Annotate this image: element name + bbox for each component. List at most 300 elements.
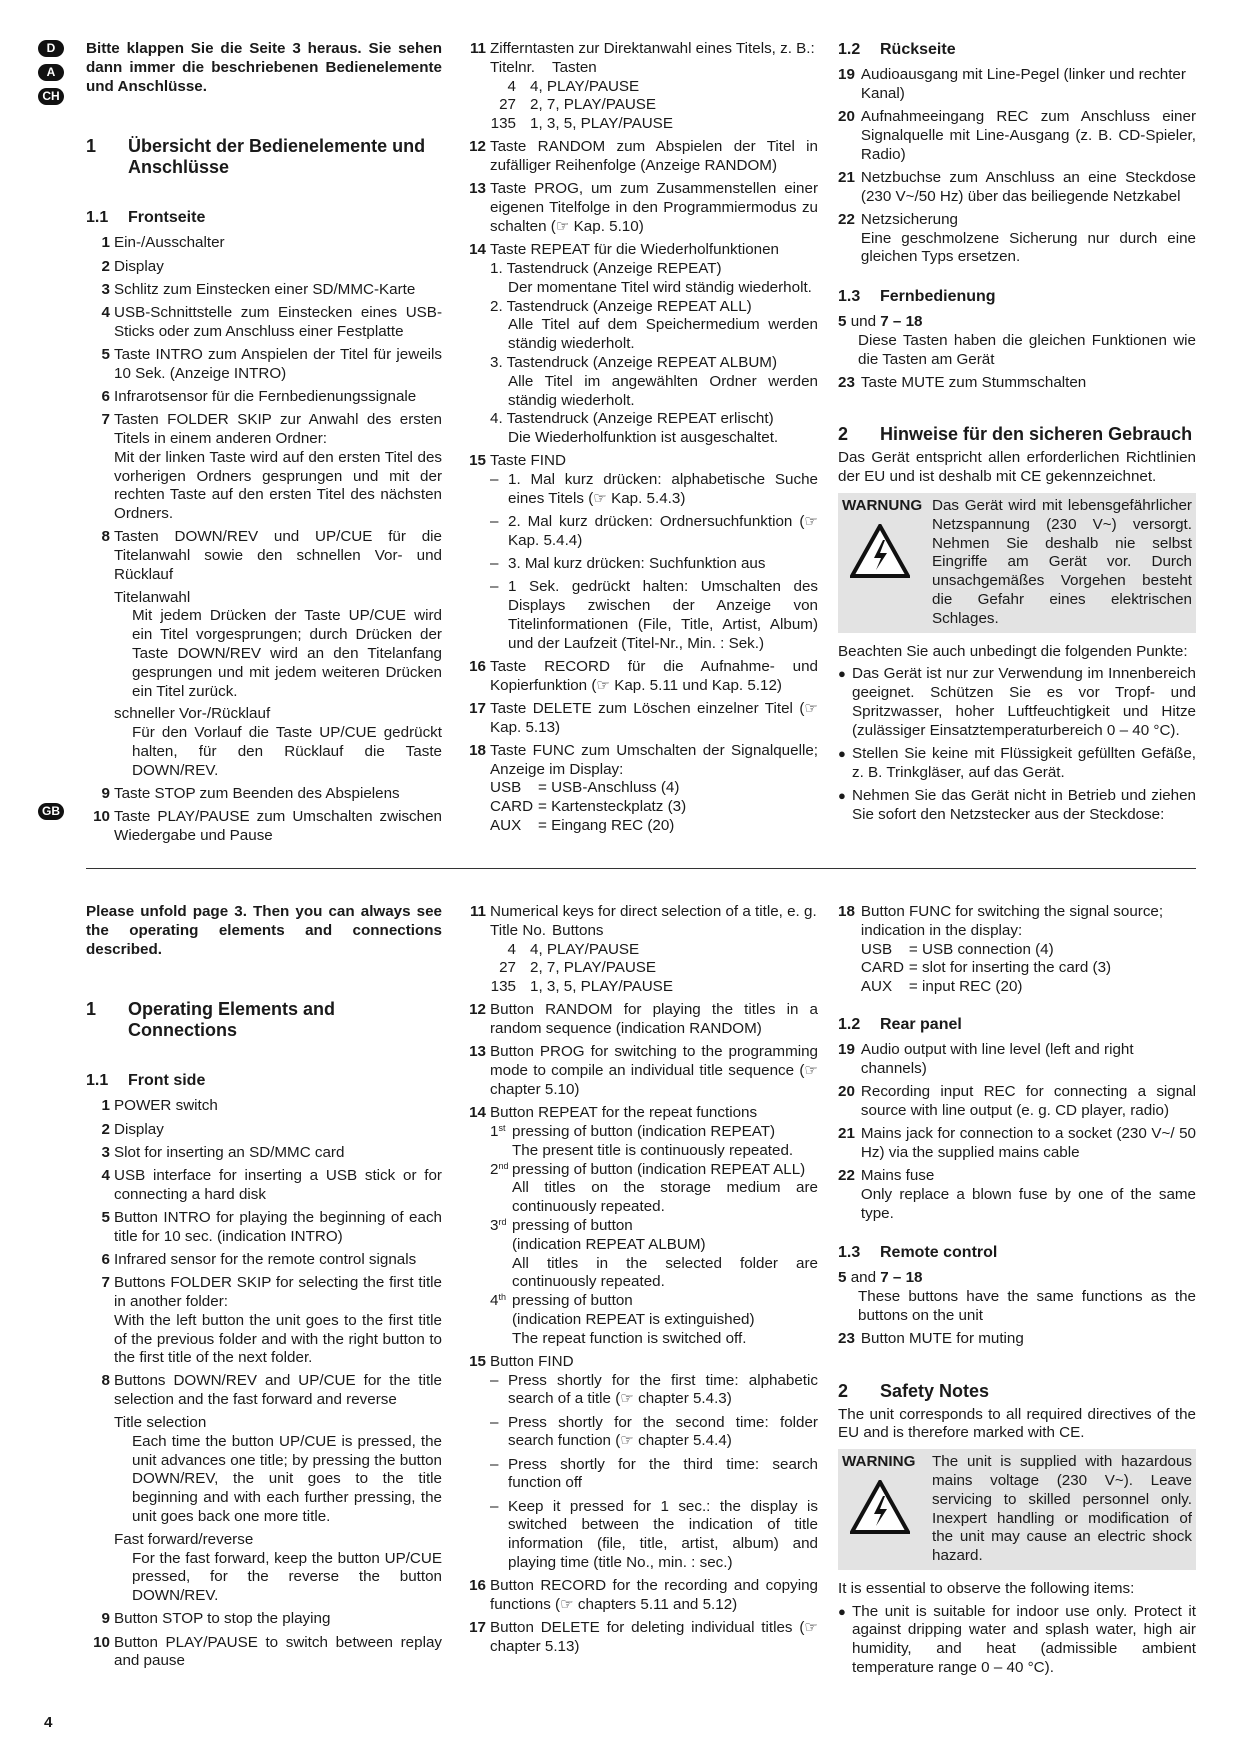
item-subheading: Fast forward/reverse [114,1530,254,1548]
de-item [462,241,818,448]
item-text: Numerical keys for direct selection of a title, e. g. [490,903,817,920]
item-text: Taste REPEAT für die Wiederholfunktionen [490,241,779,259]
warning-text: Das Gerät wird mit lebensgefährlicher Netzspannung (230 V~) versorgt. Nehmen Sie deshalb nie selbst Eingriffe am Gerät vor. Durch unsachgemäßes Vorgehen besteht die Gefahr eines elektrischen Schlages. [932,496,1192,627]
item-text: Taste MUTE zum Stummschalten [860,373,1087,391]
list-item-text: 3. Mal kurz drücken: Suchfunktion aus [508,555,766,573]
repeat-step-heading-2: (indication REPEAT is extinguished) [512,1310,755,1328]
de-item [86,528,442,780]
item-subheading: schneller Vor-/Rücklauf [114,705,271,723]
en-item [462,1043,818,1099]
table-cell: = Eingang REC (20) [538,816,675,834]
en-item [838,903,1196,997]
item-text: Taste STOP zum Beenden des Abspielens [114,785,400,803]
remote-text: Diese Tasten haben die gleichen Funktionen wie die Tasten am Gerät [858,331,1196,368]
item-text: Taste FIND [490,452,566,470]
table-row [490,779,818,798]
ref-number: 7 – 18 [880,1269,923,1287]
repeat-step-heading: pressing of button [512,1292,633,1310]
repeat-step-text: The repeat function is switched off. [512,1329,747,1347]
table-cell: AUX [490,816,522,834]
item-text: USB interface for inserting a USB stick or for connecting a hard disk [114,1166,442,1203]
safety-intro: The unit corresponds to all required directives of the EU and is therefore marked with CE. [838,1405,1196,1442]
heading-title: Hinweise für den sicheren Gebrauch [880,424,1193,445]
heading-num: 1.3 [838,288,861,306]
item-number: 14 [469,1104,486,1122]
list-item-text: Press shortly for the second time: folder search function (☞ chapter 5.4.4) [508,1413,818,1450]
ref-number: 7 – 18 [880,313,923,331]
list-item-text: Press shortly for the third time: search function off [508,1455,818,1492]
bullet-text: The unit is suitable for indoor use only. Protect it against dripping water and splash water, high air humidity, and heat (admissible ambient temperature range 0 – 40 °C). [852,1602,1196,1677]
de-item [838,211,1196,267]
heading-title: Rückseite [880,41,956,58]
list-item-text: 1. Mal kurz drücken: alphabetische Suche eines Titels (☞ Kap. 5.4.3) [508,471,818,507]
list-item: – Press shortly for the first time: alphabetic search of a title (☞ chapter 5.4.3) [490,1371,818,1408]
item-text: Ein-/Ausschalter [114,234,225,252]
en-item [838,1167,1196,1223]
ordinal-suffix: st [498,1122,506,1133]
item-subtext: Eine geschmolzene Sicherung nur durch eine gleichen Typs ersetzen. [860,229,1196,266]
language-badge-d: D [38,40,64,57]
table-cell: = USB connection (4) [908,940,1054,958]
list-item-text: Press shortly for the first time: alphabetic search of a title (☞ chapter 5.4.3) [508,1371,818,1408]
item-text: Netzsicherung [860,210,958,228]
item-number: 23 [838,373,855,391]
item-text: Button MUTE for muting [860,1329,1024,1347]
table-header: Titelnr. [490,58,536,76]
item-number: 7 [101,1274,110,1292]
table-cell: 27 [499,959,516,977]
repeat-step [490,354,818,410]
de-heading-1-title: Übersicht der Bedienelemente und Anschlüsse [128,136,426,178]
list-item: – Press shortly for the second time: folder search function (☞ chapter 5.4.4) [490,1413,818,1450]
item-number: 14 [469,241,486,259]
item-text: Taste PLAY/PAUSE zum Umschalten zwischen Wiedergabe und Pause [114,808,442,845]
repeat-step-text: All titles on the storage medium are continuously repeated. [512,1179,818,1216]
en-item [838,1125,1196,1163]
table-cell: AUX [860,978,893,996]
en-item [86,1167,442,1205]
item-text: Zifferntasten zur Direktanwahl eines Titels, z. B.: [490,40,815,57]
en-item [86,1372,442,1606]
language-badge-gb: GB [38,803,64,820]
en-item [462,1353,818,1372]
en-item [86,1274,442,1368]
item-number: 12 [469,1001,486,1019]
de-item [86,258,442,277]
item-number: 22 [838,1166,855,1184]
ordinal-suffix: th [498,1292,506,1303]
warning-label: WARNUNG [842,496,923,514]
item-number: 11 [469,40,486,57]
list-item: – 2. Mal kurz drücken: Ordnersuchfunktion (☞ Kap. 5.4.4) [490,513,818,549]
table-row [490,115,818,134]
ordinal: 3 [490,1216,499,1234]
en-column-1 [86,903,442,1676]
en-item [838,1330,1196,1349]
item-number: 2 [101,1120,110,1138]
de-column-2 [462,40,818,840]
language-badge-ch: CH [38,88,64,105]
repeat-step-text: All titles in the selected folder are continuously repeated. [512,1254,818,1291]
item-number: 9 [101,785,110,803]
item-text: Button PLAY/PAUSE to switch between replay and pause [114,1633,442,1670]
table-cell: 1, 3, 5, PLAY/PAUSE [530,978,673,996]
repeat-step-text: Der momentane Titel wird ständig wiederholt. [508,278,812,296]
item-number: 7 [101,411,110,429]
item-number: 3 [101,280,110,298]
item-text: Schlitz zum Einstecken einer SD/MMC-Karte [114,280,416,298]
item-text: Display [114,257,164,275]
repeat-step-heading: 4. Tastendruck (Anzeige REPEAT erlischt) [490,410,774,428]
item-subheading: Title selection [114,1414,207,1432]
repeat-step-heading: 1. Tastendruck (Anzeige REPEAT) [490,259,722,277]
en-item [86,1251,442,1270]
repeat-step [490,260,818,298]
warning-label-col [842,497,932,629]
list-item: ● Stellen Sie keine mit Flüssigkeit gefüllten Gefäße, z. B. Trinkgläser, auf das Gerät. [838,744,1196,781]
de-item [838,374,1196,393]
item-subtext: Für den Vorlauf die Taste UP/CUE gedrückt halten, für den Rücklauf die Taste DOWN/REV. [132,724,442,779]
item-text: USB-Schnittstelle zum Einstecken eines USB-Sticks oder zum Anschluss einer Festplatte [114,303,442,340]
de-item [462,658,818,696]
item-number: 6 [101,1250,110,1268]
en-heading-2 [838,1381,1196,1402]
title-table-header [490,922,818,941]
de-heading-1-1 [86,208,442,228]
high-voltage-icon [850,524,910,578]
item-text: POWER switch [114,1097,218,1115]
list-item: – Keep it pressed for 1 sec.: the display is switched between the indication of title information (file, title, artist, album) and playing time (title No., min. : sec.) [490,1497,818,1572]
list-item-text: Keep it pressed for 1 sec.: the display is switched between the indication of title information (file, title, artist, album) and playing time (title No., min. : sec.) [508,1497,818,1572]
en-item [86,1610,442,1629]
item-number: 8 [101,528,110,546]
en-item [838,1041,1196,1079]
repeat-step [490,1217,818,1292]
item-number: 2 [101,257,110,275]
item-subtext: Each time the button UP/CUE is pressed, the unit advances one title; by pressing the button DOWN/REV, the unit goes to the title beginning and with each further pressing, the unit goes back one more title. [132,1432,442,1526]
heading-title: Rear panel [880,1015,962,1033]
table-cell: 4, PLAY/PAUSE [530,77,640,95]
table-row [490,817,818,836]
list-item: – 3. Mal kurz drücken: Suchfunktion aus [490,555,818,574]
table-row [490,959,818,978]
item-text: Infrarotsensor für die Fernbedienungssignale [114,387,417,405]
attention-text: Beachten Sie auch unbedingt die folgenden Punkte: [838,642,1188,660]
repeat-step [490,1292,818,1348]
ordinal: 1 [490,1122,499,1140]
de-intro: Bitte klappen Sie die Seite 3 heraus. Sie sehen dann immer die beschriebenen Bedienelemente und Anschlüsse. [86,40,442,95]
de-column-1 [86,40,442,850]
item-text: Taste RECORD für die Aufnahme- und Kopierfunktion (☞ Kap. 5.11 und Kap. 5.12) [490,657,818,694]
item-number: 16 [469,657,486,675]
repeat-step [490,410,818,448]
de-remote-ref [838,313,1196,332]
heading-title: Fernbedienung [880,288,996,306]
item-subtext: With the left button the unit goes to the first title of the previous folder and with the right button to the first title of the next folder. [114,1311,442,1367]
en-item [462,1619,818,1657]
en-item [462,1001,818,1039]
de-item [462,700,818,738]
table-cell: 1, 3, 5, PLAY/PAUSE [530,115,673,133]
table-cell: 4, PLAY/PAUSE [530,940,640,958]
heading-num: 1 [86,999,97,1020]
bullet-text: Stellen Sie keine mit Flüssigkeit gefüllten Gefäße, z. B. Trinkgläser, auf das Gerät. [852,744,1196,781]
de-column-3 [838,40,1196,829]
heading-num: 2 [838,1380,849,1401]
item-text: Tasten DOWN/REV und UP/CUE für die Titelanwahl sowie den schnellen Vor- und Rücklauf [114,528,442,583]
table-row [490,78,818,97]
item-number: 8 [101,1372,110,1390]
item-text: Slot for inserting an SD/MMC card [114,1143,345,1161]
item-text: Recording input REC for connecting a signal source with line output (e. g. CD player, radio) [860,1082,1196,1119]
item-number: 11 [469,903,486,920]
ordinal: 4 [490,1292,499,1310]
item-text: Taste INTRO zum Anspielen der Titel für jeweils 10 Sek. (Anzeige INTRO) [114,345,442,382]
ref-number: 5 [838,1269,847,1287]
item-text: Button STOP to stop the playing [114,1610,331,1628]
table-cell: 4 [507,77,516,95]
table-cell: 135 [490,978,516,996]
table-cell: 27 [499,96,516,114]
de-item [86,234,442,253]
repeat-step-heading: pressing of button (indication REPEAT ALL) [512,1160,806,1178]
en-item [86,1209,442,1247]
table-cell: CARD [490,798,534,816]
table-cell: = input REC (20) [908,978,1023,996]
en-warning-box [838,1449,1196,1570]
heading-num: 1.2 [838,41,861,58]
heading-num: 1.1 [86,1072,109,1090]
table-cell: 4 [507,940,516,958]
item-text: Audio output with line level (left and right channels) [860,1040,1134,1077]
warning-label: WARNING [842,1453,916,1471]
item-text: Buttons DOWN/REV and UP/CUE for the title selection and the fast forward and reverse [114,1372,442,1409]
item-number: 1 [101,1097,110,1115]
item-subtext: Mit der linken Taste wird auf den ersten Titel des vorherigen Ordners gesprungen und mit der rechten Taste auf den ersten Titel des nächsten Ordners. [114,448,442,523]
item-number: 13 [469,180,486,198]
item-number: 3 [101,1143,110,1161]
de-warning-box [838,493,1196,633]
heading-title: Operating Elements and Connections [128,999,336,1041]
bullet-text: Nehmen Sie das Gerät nicht in Betrieb und ziehen Sie sofort den Netzstecker aus der Steckdose: [852,786,1196,823]
high-voltage-icon [850,1480,910,1534]
de-item [838,66,1196,104]
ordinal: 2 [490,1160,499,1178]
de-heading-1 [86,136,442,178]
de-heading-1-1-num: 1.1 [86,209,109,227]
table-row [490,96,818,115]
repeat-step-heading: pressing of button [512,1216,633,1234]
item-text: Button PROG for switching to the programming mode to compile an individual title sequence (☞ chapter 5.10) [490,1043,818,1098]
en-remote-ref [838,1269,1196,1288]
table-cell: CARD [860,959,904,977]
list-item: ● Das Gerät ist nur zur Verwendung im Innenbereich geeignet. Schützen Sie es vor Tropf- und Spritzwasser, hoher Luftfeuchtigkeit und Hitze (zulässiger Einsatztemperaturbereich 0 – 40 °C). [838,665,1196,739]
de-item [462,138,818,176]
en-heading-1-3 [838,1243,1196,1263]
remote-text: These buttons have the same functions as the buttons on the unit [858,1288,1196,1324]
item-text: Buttons FOLDER SKIP for selecting the first title in another folder: [114,1274,442,1310]
repeat-step-heading: 2. Tastendruck (Anzeige REPEAT ALL) [490,297,752,315]
item-text: Taste RANDOM zum Abspielen der Titel in zufälliger Reihenfolge (Anzeige RANDOM) [490,138,818,175]
en-item [86,1634,442,1672]
ref-conj: und [850,313,877,331]
item-number: 17 [469,699,486,717]
de-heading-1-num: 1 [86,136,97,157]
language-badge-a: A [38,64,64,81]
table-cell: 135 [490,115,516,133]
item-number: 10 [93,1633,110,1651]
item-number: 6 [101,387,110,405]
item-number: 4 [101,1166,110,1184]
repeat-step-heading: pressing of button (indication REPEAT) [512,1122,776,1140]
en-column-2 [462,903,818,1661]
item-number: 9 [101,1610,110,1628]
item-number: 13 [469,1043,486,1061]
item-text: Taste PROG, um zum Zusammenstellen einer eigenen Titelfolge in den Programmiermodus zu schalten (☞ Kap. 5.10) [490,180,818,235]
table-cell: 2, 7, PLAY/PAUSE [530,959,657,977]
en-item [462,903,818,997]
item-number: 20 [838,1082,855,1100]
de-item [86,388,442,407]
repeat-step-text: Die Wiederholfunktion ist ausgeschaltet. [508,429,779,447]
de-heading-2 [838,424,1196,445]
table-row [861,941,1196,960]
de-item [838,108,1196,164]
table-cell: = Kartensteckplatz (3) [538,798,687,816]
item-subtext: Mit jedem Drücken der Taste UP/CUE wird ein Titel vorgesprungen; durch Drücken der Taste DOWN/REV wird an den Titelanfang gesprungen und mit jedem weiteren Drücken ein Titel zurück. [132,607,442,700]
item-number: 22 [838,210,855,228]
item-number: 21 [838,1124,855,1142]
item-number: 5 [101,345,110,363]
item-subtext: Only replace a blown fuse by one of the same type. [860,1185,1196,1222]
item-number: 5 [101,1208,110,1226]
heading-title: Safety Notes [880,1380,990,1401]
de-item [86,808,442,846]
de-heading-1-1-title: Frontseite [128,209,206,227]
repeat-step-text: The present title is continuously repeated. [512,1141,794,1159]
warning-label-col [842,1453,932,1566]
list-item: ● Nehmen Sie das Gerät nicht in Betrieb und ziehen Sie sofort den Netzstecker aus der Steckdose: [838,786,1196,823]
item-text: Taste DELETE zum Löschen einzelner Titel (☞ Kap. 5.13) [490,699,818,736]
repeat-step [490,1123,818,1161]
ref-number: 5 [838,313,847,331]
de-find-list [462,471,818,653]
ordinal-suffix: rd [498,1216,507,1227]
list-item: – 1 Sek. gedrückt halten: Umschalten des Displays zwischen der Anzeige von Titelinformationen (File, Title, Artist, Album) und der Laufzeit (Titel-Nr., Min. : Sek.) [490,578,818,652]
heading-title: Front side [128,1072,206,1090]
en-heading-1 [86,999,442,1041]
list-item-text: 1 Sek. gedrückt halten: Umschalten des Displays zwischen der Anzeige von Titelinformationen (File, Title, Artist, Album) und der Laufzeit (Titel-Nr., Min. : Sek.) [508,578,818,652]
bullet-text: Das Gerät ist nur zur Verwendung im Innenbereich geeignet. Schützen Sie es vor Tropf- und Spritzwasser, hoher Luftfeuchtigkeit und Hitze (zulässiger Einsatztemperaturbereich 0 – 40 °C). [852,665,1196,739]
item-text: Button INTRO for playing the beginning of each title for 10 sec. (indication INTRO) [114,1208,442,1245]
section-divider [86,868,1196,869]
table-row [490,978,818,997]
item-text: Button DELETE for deleting individual titles (☞ chapter 5.13) [490,1619,818,1655]
repeat-step-heading-2: (indication REPEAT ALBUM) [512,1235,706,1253]
ordinal-suffix: nd [498,1160,509,1171]
item-number: 19 [838,66,855,83]
item-text: Button FUNC for switching the signal source; indication in the display: [860,903,1164,939]
item-subheading: Titelanwahl [114,588,191,606]
item-text: Button REPEAT for the repeat functions [490,1104,758,1122]
item-text: Display [114,1120,164,1138]
item-number: 15 [469,1352,486,1370]
de-item [86,346,442,384]
en-heading-1-1 [86,1071,442,1091]
repeat-step-text: Alle Titel im angewählten Ordner werden ständig wiederholt. [508,372,818,409]
item-text: Button FIND [490,1352,574,1370]
item-number: 16 [469,1577,486,1595]
item-text: Button RANDOM for playing the titles in a random sequence (indication RANDOM) [490,1001,818,1038]
item-text: Mains fuse [860,1166,935,1184]
title-table-header [490,59,818,78]
item-text: Aufnahmeeingang REC zum Anschluss einer Signalquelle mit Line-Ausgang (z. B. CD-Spieler, Radio) [860,107,1196,163]
heading-num: 2 [838,424,849,445]
safety-intro: Das Gerät entspricht allen erforderlichen Richtlinien der EU und ist deshalb mit CE gekennzeichnet. [838,449,1196,486]
de-item [462,40,818,134]
heading-num: 1.2 [838,1015,861,1033]
de-item [462,452,818,471]
item-number: 19 [838,1040,855,1058]
en-item [462,1577,818,1615]
en-find-list [462,1372,818,1573]
de-item [86,304,442,342]
ref-conj: and [850,1269,877,1287]
de-item [838,169,1196,207]
heading-title: Remote control [880,1244,998,1262]
repeat-step [490,298,818,354]
table-row [490,941,818,960]
table-header: Buttons [552,921,604,939]
de-item [86,281,442,300]
item-number: 18 [469,741,486,759]
item-number: 20 [838,107,855,125]
table-cell: = USB-Anschluss (4) [538,779,680,797]
item-number: 21 [838,168,855,186]
item-number: 12 [469,138,486,156]
table-header: Tasten [552,58,597,76]
table-cell: USB [490,779,522,797]
item-number: 4 [101,303,110,321]
item-text: Netzbuchse zum Anschluss an eine Steckdose (230 V~/50 Hz) über das beiliegende Netzkabel [860,168,1196,205]
table-row [861,959,1196,978]
item-number: 18 [838,903,855,920]
table-cell: 2, 7, PLAY/PAUSE [530,96,657,114]
warning-text: The unit is supplied with hazardous mains voltage (230 V~). Leave servicing to skilled personnel only. Inexpert handling or modification of the unit may cause an electric shock hazard. [932,1453,1192,1565]
list-item: – Press shortly for the third time: search function off [490,1455,818,1492]
item-text: Tasten FOLDER SKIP zur Anwahl des ersten Titels in einem anderen Ordner: [114,411,442,447]
item-text: Audioausgang mit Line-Pegel (linker und rechter Kanal) [860,66,1186,102]
repeat-step-heading: 3. Tastendruck (Anzeige REPEAT ALBUM) [490,353,778,371]
en-item [86,1097,442,1116]
table-cell: = slot for inserting the card (3) [908,959,1112,977]
de-heading-1-2 [838,40,1196,60]
list-item-text: 2. Mal kurz drücken: Ordnersuchfunktion (☞ Kap. 5.4.4) [508,513,818,549]
item-text: Mains jack for connection to a socket (230 V~/ 50 Hz) via the supplied mains cable [860,1124,1196,1161]
list-item: – 1. Mal kurz drücken: alphabetische Suche eines Titels (☞ Kap. 5.4.3) [490,471,818,507]
page-number: 4 [44,1714,53,1731]
item-text: Infrared sensor for the remote control signals [114,1250,417,1268]
de-heading-1-3 [838,287,1196,307]
table-header: Title No. [490,921,546,939]
heading-num: 1.3 [838,1244,861,1262]
de-item [462,742,818,836]
item-subtext: For the fast forward, keep the button UP/CUE pressed, for the reverse the button DOWN/REV. [132,1549,442,1605]
en-item [86,1121,442,1140]
item-number: 15 [469,452,486,470]
en-item [462,1104,818,1348]
item-text: Button RECORD for the recording and copying functions (☞ chapters 5.11 and 5.12) [490,1577,818,1614]
